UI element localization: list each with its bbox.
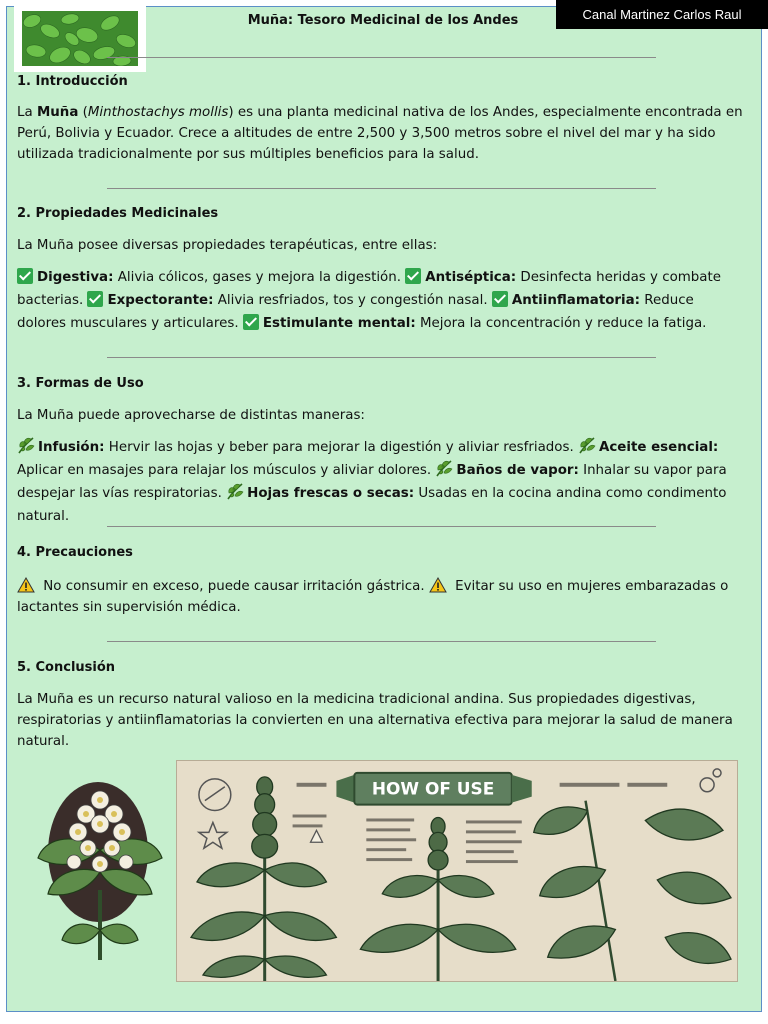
herb-leaf-icon <box>17 437 35 454</box>
section-heading-precautions: 4. Precauciones <box>17 545 133 560</box>
precautions-list <box>17 576 745 618</box>
uses-list <box>17 436 745 528</box>
property-label: Digestiva: <box>37 270 114 285</box>
separator <box>107 188 656 189</box>
intro-plant-name: Muña <box>36 105 79 120</box>
herb-leaf-icon <box>435 460 453 477</box>
use-text: Usadas en la cocina andina como condimento natural. <box>17 486 727 524</box>
separator <box>107 526 656 527</box>
use-text: Aplicar en masajes para relajar los músculos y aliviar dolores. <box>17 463 436 478</box>
how-of-use-illustration <box>176 760 738 982</box>
channel-badge: Canal Martinez Carlos Raul <box>556 0 768 29</box>
intro-text-b: ( <box>78 105 88 120</box>
property-text: Mejora la concentración y reduce la fatiga. <box>415 316 707 331</box>
check-mark-icon <box>87 291 103 307</box>
warning-icon <box>17 577 35 593</box>
section-heading-intro: 1. Introducción <box>17 74 128 89</box>
property-label: Antiinflamatoria: <box>511 293 641 308</box>
document-title: Muña: Tesoro Medicinal de los Andes <box>247 13 519 28</box>
check-mark-icon <box>405 268 421 284</box>
separator <box>107 641 656 642</box>
properties-lead: La Muña posee diversas propiedades terapéuticas, entre ellas: <box>17 238 438 253</box>
property-text: Reduce dolores musculares y articulares. <box>17 293 694 331</box>
properties-list <box>17 266 745 335</box>
section-heading-properties: 2. Propiedades Medicinales <box>17 206 219 221</box>
intro-text-c: ) es una planta medicinal nativa de los Andes, especialmente encontrada en Perú, Bolivia y Ecuador. Crece a altitudes de entre 2,500 y 3,500 metros sobre el nivel del mar y ha sido utilizada tradicionalmente por sus múltiples beneficios para la salud. <box>17 105 743 162</box>
section-heading-uses: 3. Formas de Uso <box>17 376 144 391</box>
precaution-text: Evitar su uso en mujeres embarazadas o lactantes sin supervisión médica. <box>17 579 729 615</box>
use-text: Inhalar su vapor para despejar las vías respiratorias. <box>17 463 727 501</box>
use-label: Aceite esencial: <box>598 440 719 455</box>
intro-scientific-name: Minthostachys mollis <box>87 105 229 120</box>
conclusion-paragraph: La Muña es un recurso natural valioso en la medicina tradicional andina. Sus propiedades digestivas, respiratorias y antiinflamatorias la convierten en una alternativa efectiva para mejorar la salud de manera natural. <box>17 692 733 749</box>
muna-leaves-photo <box>14 6 146 72</box>
property-text: Alivia cólicos, gases y mejora la digestión. <box>113 270 406 285</box>
property-label: Expectorante: <box>107 293 214 308</box>
herb-leaf-icon <box>226 483 244 500</box>
property-text: Alivia resfriados, tos y congestión nasal. <box>213 293 492 308</box>
herb-leaf-icon <box>578 437 596 454</box>
intro-text-a: La <box>17 105 37 120</box>
muna-flower-emblem <box>30 780 170 970</box>
uses-lead: La Muña puede aprovecharse de distintas maneras: <box>17 408 365 423</box>
use-label: Hojas frescas o secas: <box>247 486 415 501</box>
use-label: Baños de vapor: <box>456 463 579 478</box>
separator <box>107 57 656 58</box>
section-heading-conclusion: 5. Conclusión <box>17 660 116 675</box>
warning-icon <box>429 577 447 593</box>
check-mark-icon <box>243 314 259 330</box>
use-label: Infusión: <box>38 440 105 455</box>
property-label: Estimulante mental: <box>262 316 416 331</box>
use-text: Hervir las hojas y beber para mejorar la digestión y aliviar resfriados. <box>104 440 578 455</box>
property-text: Desinfecta heridas y combate bacterias. <box>17 270 722 308</box>
separator <box>107 357 656 358</box>
intro-paragraph <box>17 102 745 165</box>
property-label: Antiséptica: <box>425 270 517 285</box>
banner-title: HOW OF USE <box>371 778 495 799</box>
check-mark-icon <box>17 268 33 284</box>
check-mark-icon <box>492 291 508 307</box>
precaution-text: No consumir en exceso, puede causar irritación gástrica. <box>39 579 429 594</box>
